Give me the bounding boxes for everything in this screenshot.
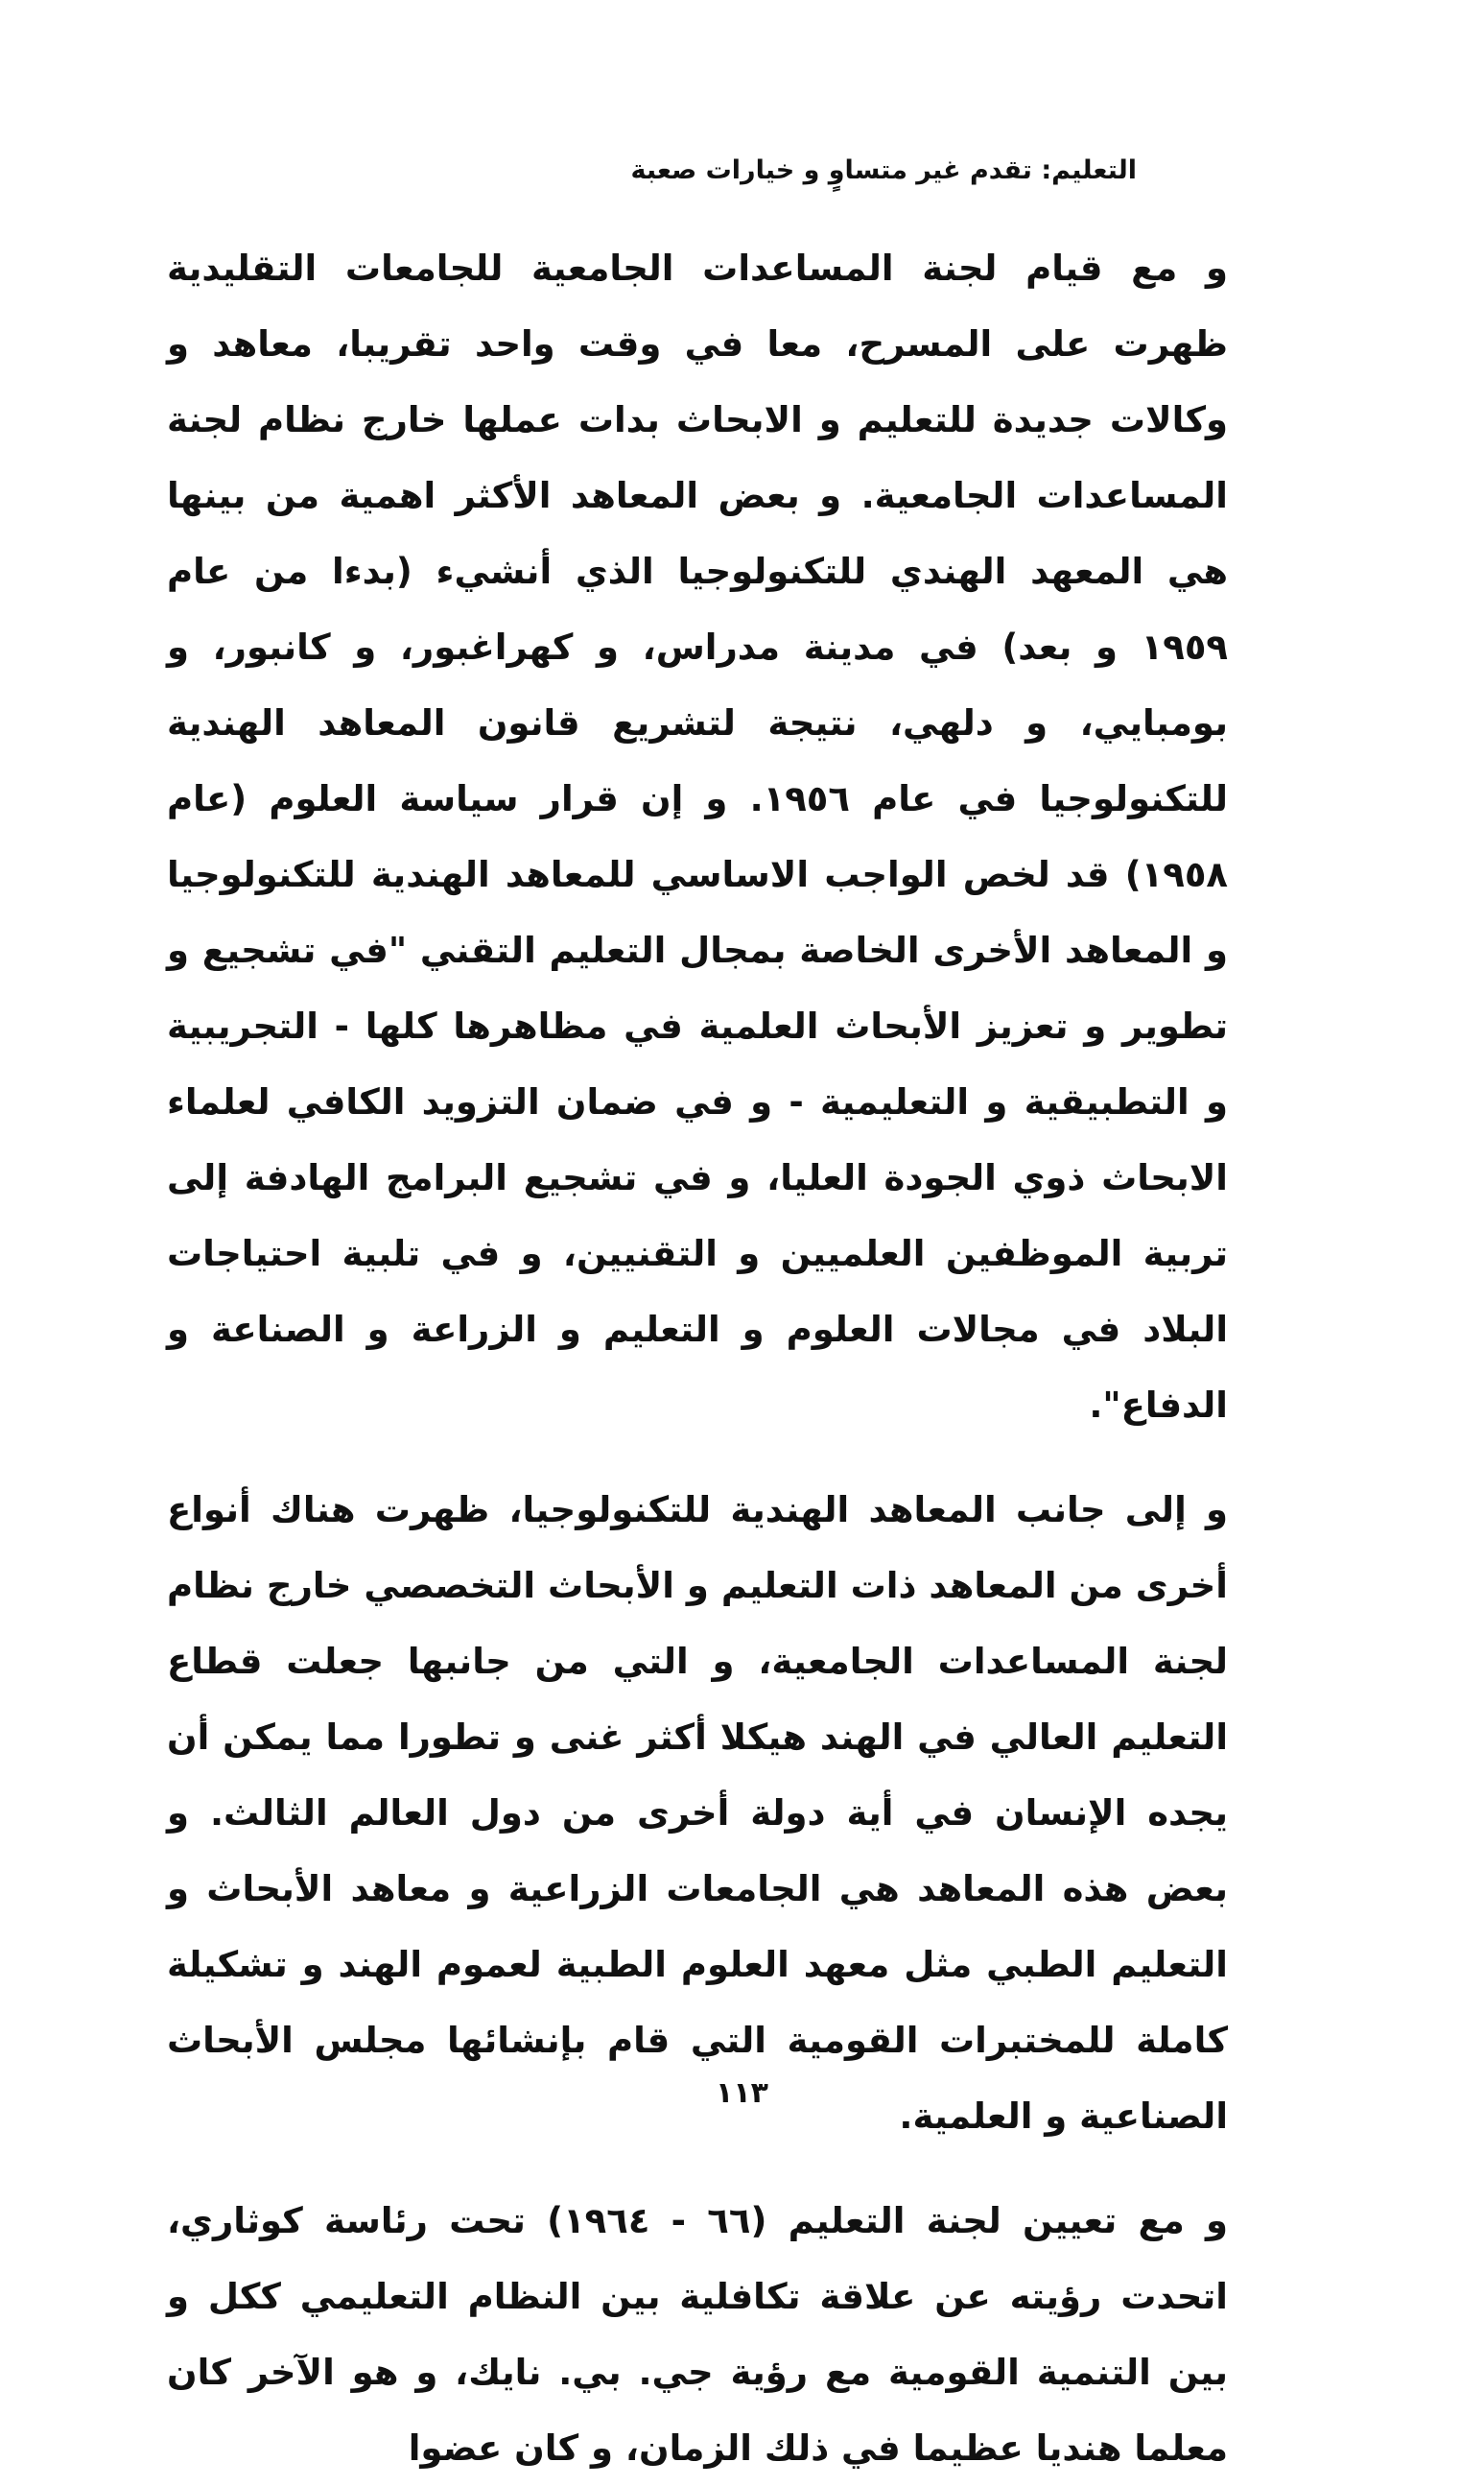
paragraph-1: و مع قيام لجنة المساعدات الجامعية للجامعات التقليدية ظهرت على المسرح، معا في وقت واحد تقريبا، معاهد و وكالات جديدة للتعليم و الابحاث بدات عملها خارج نظام لجنة المساعدات الجامعية. و بعض المعاهد الأكثر اهمية من بينها هي المعهد الهندي للتكنولوجيا الذي أنشيء (بدءا من عام ١٩٥٩ و بعد) في مدينة مدراس، و كهراغبور، و كانبور، و بومبايي، و دلهي، نتيجة لتشريع قانون المعاهد الهندية للتكنولوجيا في عام ١٩٥٦. و إن قرار سياسة العلوم (عام ١٩٥٨) قد لخص الواجب الاساسي للمعاهد الهندية للتكنولوجيا و المعاهد الأخرى الخاصة بمجال التعليم التقني "في تشجيع و تطوير و تعزيز الأبحاث العلمية في مظاهرها كلها - التجريبية و التطبيقية و التعليمية - و في ضمان التزويد الكافي لعلماء الابحاث ذوي الجودة العليا، و في تشجيع البرامج الهادفة إلى تربية الموظفين العلميين و التقنيين، و في تلبية احتياجات البلاد في مجالات العلوم و التعليم و الزراعة و الصناعة و الدفاع". — [167, 248, 1228, 1426]
body-text — [167, 230, 1228, 2486]
page-number: ١١٣ — [716, 2076, 768, 2110]
running-header: التعليم: تقدم غير متساوٍ و خيارات صعبة — [630, 155, 1137, 185]
paragraph-2: و إلى جانب المعاهد الهندية للتكنولوجيا، ظهرت هناك أنواع أخرى من المعاهد ذات التعليم و الأبحاث التخصصي خارج نظام لجنة المساعدات الجامعية، و التي من جانبها جعلت قطاع التعليم العالي في الهند هيكلا أكثر غنى و تطورا مما يمكن أن يجده الإنسان في أية دولة أخرى من دول العالم الثالث. و بعض هذه المعاهد هي الجامعات الزراعية و معاهد الأبحاث و التعليم الطبي مثل معهد العلوم الطبية لعموم الهند و تشكيلة كاملة للمختبرات القومية التي قام بإنشائها مجلس الأبحاث الصناعية و العلمية. — [167, 1489, 1228, 2137]
paragraph-3: و مع تعيين لجنة التعليم (٦٦ - ١٩٦٤) تحت رئاسة كوثاري، اتحدت رؤيته عن علاقة تكافلية بين النظام التعليمي ككل و بين التنمية القومية مع رؤية جي. بي. نايك، و هو الآخر كان معلما هنديا عظيما في ذلك الزمان، و كان عضوا — [167, 2200, 1228, 2469]
